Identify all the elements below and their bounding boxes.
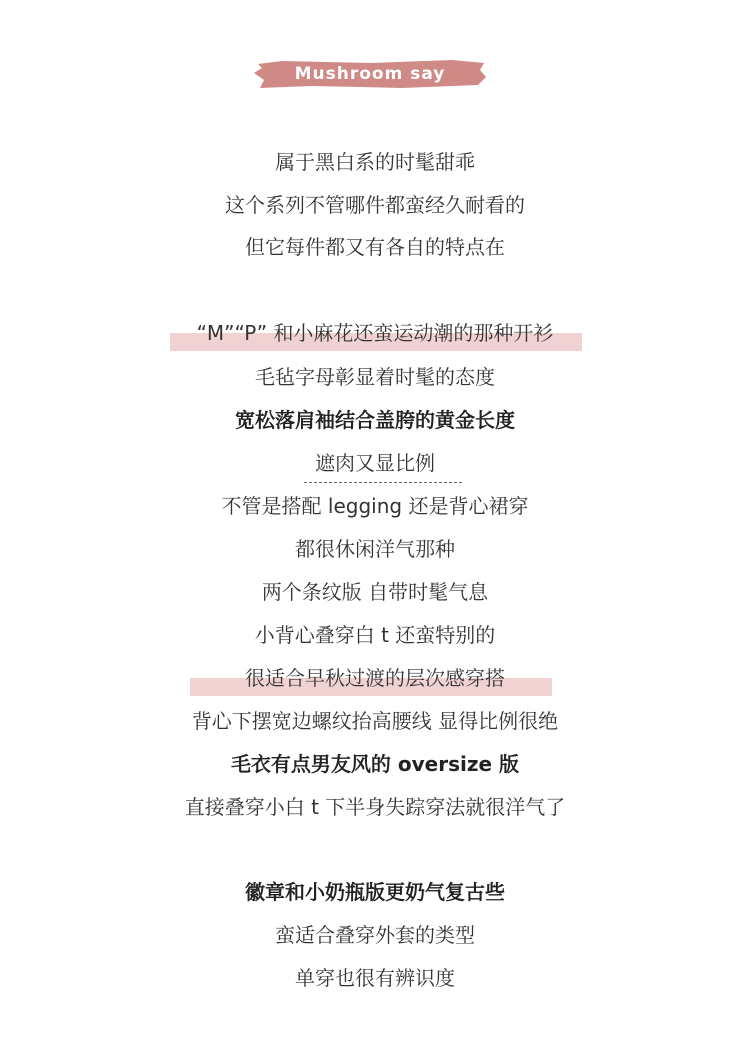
text-line: 毛毡字母彰显着时髦的态度 (255, 365, 495, 389)
text-line-bold: 徽章和小奶瓶版更奶气复古些 (245, 880, 505, 904)
text-line: 蛮适合叠穿外套的类型 (275, 923, 475, 947)
text-line-highlighted: “M”“P” 和小麻花还蛮运动潮的那种开衫 (196, 321, 554, 345)
text-line: 小背心叠穿白 t 还蛮特别的 (254, 623, 496, 647)
text-line: 这个系列不管哪件都蛮经久耐看的 (225, 193, 525, 217)
text-line-underlined: 遮肉又显比例 (315, 451, 435, 475)
text-line-bold: 宽松落肩袖结合盖胯的黄金长度 (235, 408, 515, 432)
title-badge (252, 58, 488, 90)
text-line: 不管是搭配 legging 还是背心裙穿 (221, 494, 529, 518)
text-line: 直接叠穿小白 t 下半身失踪穿法就很洋气了 (184, 795, 566, 819)
text-line-bold: 毛衣有点男友风的 oversize 版 (230, 752, 520, 776)
text-line: 都很休闲洋气那种 (295, 537, 455, 561)
text-line: 但它每件都又有各自的特点在 (245, 235, 505, 259)
page-title: Mushroom say (294, 64, 446, 84)
dashed-underline (304, 482, 462, 483)
text-line: 背心下摆宽边螺纹抬高腰线 显得比例很绝 (191, 709, 559, 733)
text-line: 单穿也很有辨识度 (295, 966, 455, 990)
text-line: 两个条纹版 自带时髦气息 (261, 580, 489, 604)
text-line: 属于黑白系的时髦甜乖 (275, 150, 475, 174)
text-line-highlighted: 很适合早秋过渡的层次感穿搭 (245, 666, 505, 690)
